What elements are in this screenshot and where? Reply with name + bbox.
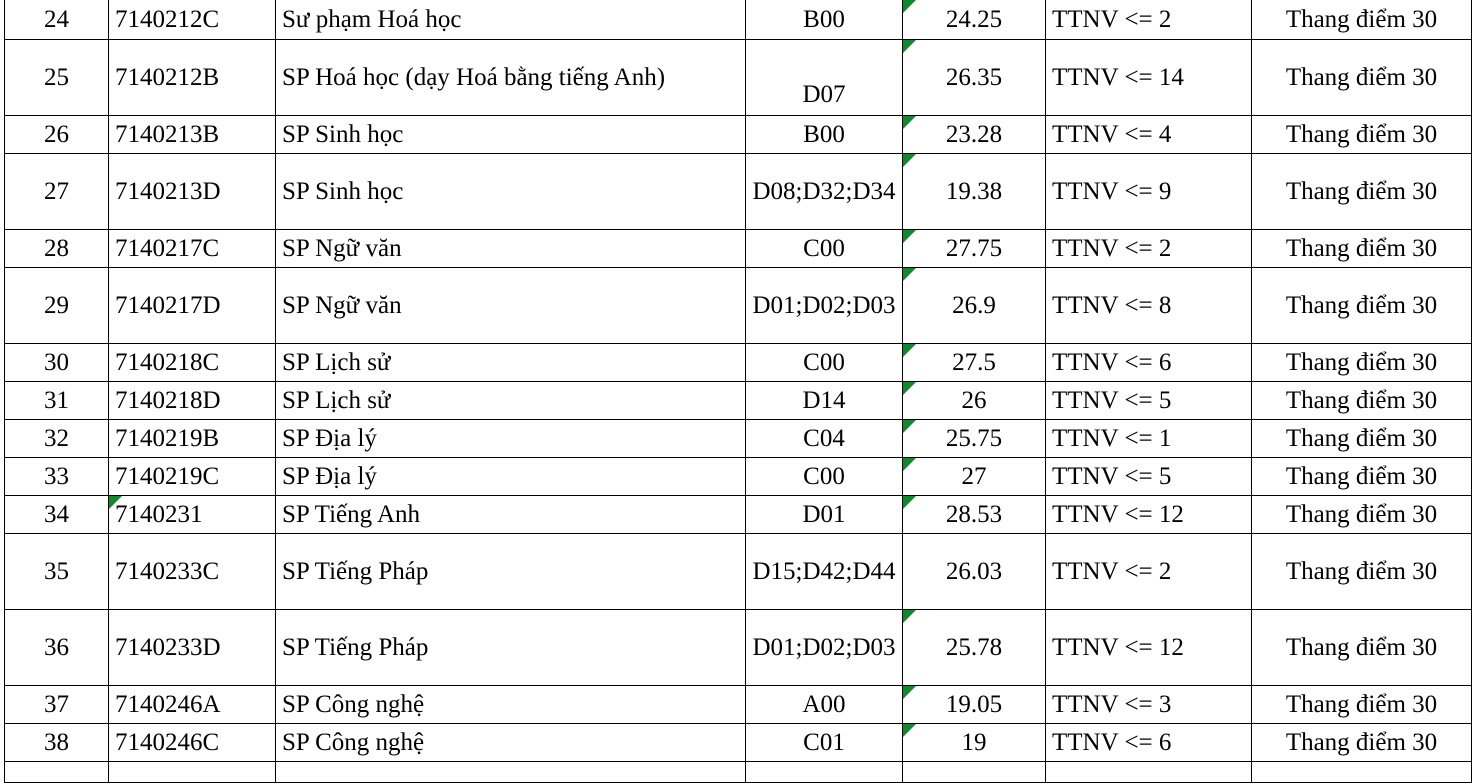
comment-marker-icon [903,382,916,395]
cell-major-name: Sư phạm Hoá học [276,0,746,40]
cell-major-name: SP Địa lý [276,458,746,496]
score-value: 26.35 [945,63,1003,91]
table-row [5,496,1472,534]
cell-major-name: SP Ngữ văn [276,230,746,268]
score-value: 27.75 [945,234,1003,262]
cell-major-name: SP Tiếng Pháp [276,610,746,686]
cell-benchmark-score [903,116,1046,154]
cell-stt: 26 [5,116,109,154]
cell-subject-block: B00 [746,0,903,40]
cell-major-name: SP Lịch sử [276,382,746,420]
cell-note: TTNV <= 3 [1046,686,1252,724]
cell-stt: 33 [5,458,109,496]
comment-marker-icon [903,116,916,129]
score-value: 19.38 [945,177,1003,205]
cell-benchmark-score [903,154,1046,230]
cell-major-code: 7140213B [109,116,276,154]
comment-marker-icon [903,724,916,737]
cell-score-scale: Thang điểm 30 [1252,268,1472,344]
comment-marker-icon [903,610,916,623]
cell-note: TTNV <= 5 [1046,382,1252,420]
comment-marker-icon [903,458,916,471]
cell-score-scale: Thang điểm 30 [1252,116,1472,154]
cell-benchmark-score [903,534,1046,610]
cell-score-scale: Thang điểm 30 [1252,724,1472,762]
comment-marker-icon [903,420,916,433]
cell-score-scale: Thang điểm 30 [1252,382,1472,420]
score-value: 27 [961,462,987,490]
table-row-partial [5,762,1472,783]
cell-stt [5,762,109,783]
table-row [5,0,1472,40]
comment-marker-icon [903,230,916,243]
cell-score-scale: Thang điểm 30 [1252,420,1472,458]
cell-benchmark-score [903,496,1046,534]
cell-note: TTNV <= 6 [1046,344,1252,382]
cell-subject-block: A00 [746,686,903,724]
cell-stt: 25 [5,40,109,116]
cell-note: TTNV <= 12 [1046,496,1252,534]
cell-note: TTNV <= 6 [1046,724,1252,762]
table-row [5,268,1472,344]
cell-major-name: SP Sinh học [276,154,746,230]
score-value: 23.28 [945,120,1003,148]
cell-major-code: 7140217C [109,230,276,268]
cell-stt: 32 [5,420,109,458]
cell-subject-block [746,40,903,116]
cell-note: TTNV <= 12 [1046,610,1252,686]
cell-note: TTNV <= 14 [1046,40,1252,116]
comment-marker-icon [903,268,916,281]
code-value: 7140231 [115,500,203,528]
cell-major-name: SP Sinh học [276,116,746,154]
cell-stt: 36 [5,610,109,686]
cell-major-code: 7140246A [109,686,276,724]
score-value: 26 [961,386,987,414]
cell-note [1046,762,1252,783]
cell-major-code: 7140219C [109,458,276,496]
cell-score-scale [1252,762,1472,783]
table-row [5,40,1472,116]
cell-stt: 30 [5,344,109,382]
cell-major-name: SP Công nghệ [276,724,746,762]
cell-benchmark-score [903,268,1046,344]
cell-score-scale: Thang điểm 30 [1252,154,1472,230]
cell-score-scale: Thang điểm 30 [1252,344,1472,382]
cell-benchmark-score [903,458,1046,496]
table-row [5,610,1472,686]
comment-marker-icon [903,686,916,699]
table-row [5,686,1472,724]
cell-note: TTNV <= 2 [1046,534,1252,610]
table-row [5,382,1472,420]
cell-stt: 28 [5,230,109,268]
cell-major-code: 7140212B [109,40,276,116]
cell-stt: 29 [5,268,109,344]
cell-subject-block: B00 [746,116,903,154]
cell-note: TTNV <= 2 [1046,0,1252,40]
admission-score-table [4,0,1472,783]
cell-subject-block: D01 [746,496,903,534]
cell-note: TTNV <= 9 [1046,154,1252,230]
cell-subject-block: D01;D02;D03 [746,610,903,686]
comment-marker-icon [903,154,916,167]
score-value: 25.75 [945,424,1003,452]
cell-subject-block: C00 [746,458,903,496]
cell-major-name: SP Tiếng Pháp [276,534,746,610]
cell-major-code: 7140233D [109,610,276,686]
score-value: 19.05 [945,690,1003,718]
cell-benchmark-score [903,420,1046,458]
cell-note: TTNV <= 4 [1046,116,1252,154]
cell-note: TTNV <= 1 [1046,420,1252,458]
cell-major-code: 7140213D [109,154,276,230]
score-value: 25.78 [945,633,1003,661]
cell-subject-block: D14 [746,382,903,420]
cell-stt: 34 [5,496,109,534]
cell-benchmark-score [903,0,1046,40]
cell-stt: 37 [5,686,109,724]
cell-benchmark-score [903,230,1046,268]
cell-major-name [276,762,746,783]
cell-major-name: SP Địa lý [276,420,746,458]
cell-major-code: 7140218D [109,382,276,420]
cell-major-name: SP Lịch sử [276,344,746,382]
table-row [5,724,1472,762]
cell-major-code: 7140212C [109,0,276,40]
cell-subject-block: C01 [746,724,903,762]
table-body [5,0,1472,783]
score-value: 19 [961,728,987,756]
comment-marker-icon [903,0,916,13]
cell-score-scale: Thang điểm 30 [1252,610,1472,686]
cell-stt: 38 [5,724,109,762]
cell-benchmark-score [903,40,1046,116]
cell-subject-block: D15;D42;D44 [746,534,903,610]
cell-major-name: SP Ngữ văn [276,268,746,344]
cell-score-scale: Thang điểm 30 [1252,0,1472,40]
cell-stt: 31 [5,382,109,420]
cell-major-name: SP Hoá học (dạy Hoá bằng tiếng Anh) [276,40,746,116]
score-value: 26.9 [952,291,996,319]
cell-subject-block: D08;D32;D34 [746,154,903,230]
table-row [5,458,1472,496]
cell-subject-block: D01;D02;D03 [746,268,903,344]
score-value: 27.5 [952,348,996,376]
cell-benchmark-score [903,610,1046,686]
cell-subject-block: C00 [746,344,903,382]
cell-major-name: SP Công nghệ [276,686,746,724]
cell-score-scale: Thang điểm 30 [1252,230,1472,268]
cell-major-code: 7140246C [109,724,276,762]
cell-major-code [109,496,276,534]
cell-benchmark-score [903,382,1046,420]
table-row [5,116,1472,154]
score-value: 26.03 [945,557,1003,585]
table-row [5,154,1472,230]
score-value: 24.25 [945,5,1003,33]
cell-note: TTNV <= 2 [1046,230,1252,268]
cell-score-scale: Thang điểm 30 [1252,458,1472,496]
cell-major-code: 7140233C [109,534,276,610]
block-value: D07 [802,80,846,108]
cell-subject-block: C04 [746,420,903,458]
cell-score-scale: Thang điểm 30 [1252,534,1472,610]
cell-stt: 35 [5,534,109,610]
cell-major-code [109,762,276,783]
cell-benchmark-score [903,686,1046,724]
cell-stt: 27 [5,154,109,230]
cell-major-code: 7140217D [109,268,276,344]
comment-marker-icon [903,40,916,53]
cell-score-scale: Thang điểm 30 [1252,686,1472,724]
cell-major-code: 7140219B [109,420,276,458]
cell-benchmark-score [903,344,1046,382]
score-value: 28.53 [945,500,1003,528]
cell-subject-block [746,762,903,783]
cell-benchmark-score [903,762,1046,783]
cell-score-scale: Thang điểm 30 [1252,496,1472,534]
cell-score-scale: Thang điểm 30 [1252,40,1472,116]
table-row [5,534,1472,610]
cell-note: TTNV <= 5 [1046,458,1252,496]
table-row [5,344,1472,382]
cell-subject-block: C00 [746,230,903,268]
cell-stt: 24 [5,0,109,40]
cell-benchmark-score [903,724,1046,762]
cell-note: TTNV <= 8 [1046,268,1252,344]
table-row [5,230,1472,268]
comment-marker-icon [903,344,916,357]
cell-major-code: 7140218C [109,344,276,382]
table-row [5,420,1472,458]
comment-marker-icon [903,496,916,509]
cell-major-name: SP Tiếng Anh [276,496,746,534]
